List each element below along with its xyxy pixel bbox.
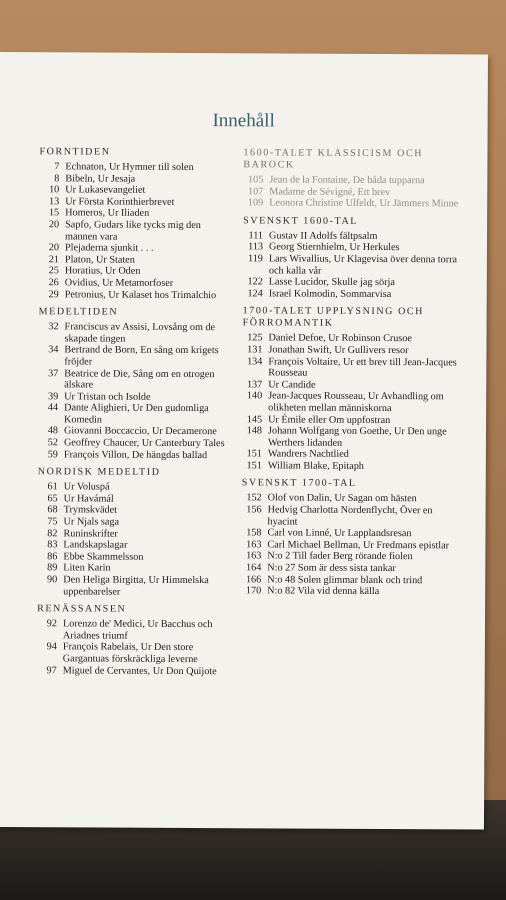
entry-title: Carl Michael Bellman, Ur Fredmans epistlar [267, 539, 450, 552]
page-number: 111 [248, 230, 264, 242]
toc-entry [39, 208, 231, 221]
entry-title: Trymskvädet [63, 504, 118, 517]
toc-section [243, 147, 458, 210]
toc-entry [39, 254, 231, 267]
entry-title: Gustav II Adolfs fältpsalm [269, 230, 378, 242]
page-number: 145 [246, 413, 263, 425]
toc-entry [38, 437, 230, 450]
toc-entry [39, 289, 231, 302]
page-number: 119 [247, 253, 263, 265]
entry-title: Ur Första Korinthierbrevet [65, 196, 175, 208]
left-column [37, 144, 232, 683]
entry-title: Daniel Defoe, Ur Robinson Crusoe [268, 332, 412, 345]
toc-entry [242, 460, 457, 473]
entry-title: William Blake, Epitaph [267, 460, 364, 472]
entry-title: Geoffrey Chaucer, Ur Canterbury Tales [63, 437, 225, 450]
toc-entry [38, 345, 230, 369]
page-number: 15 [48, 207, 60, 219]
toc-section [241, 478, 457, 598]
page-number: 32 [48, 321, 59, 333]
toc-entry [38, 449, 230, 462]
page-number: 21 [48, 254, 59, 266]
entry-title: Carl von Linné, Ur Lapplandsresan [267, 527, 412, 540]
entry-title: Ur Lukasevangeliet [65, 184, 146, 196]
page-number: 26 [48, 277, 59, 289]
entry-title: Bibeln, Ur Jesaja [65, 172, 136, 185]
entry-title: Homeros, Ur Iliaden [65, 207, 150, 220]
toc-entry [38, 516, 230, 529]
page-number: 25 [48, 265, 59, 277]
entry-title: Den Heliga Birgitta, Ur Himmelska uppenbarelser [63, 574, 209, 598]
page-number: 68 [47, 504, 58, 516]
toc-entry [242, 356, 457, 380]
page-number: 8 [54, 172, 60, 184]
page-number: 122 [247, 276, 263, 288]
page-number: 92 [46, 618, 58, 630]
page-number: 65 [47, 493, 58, 505]
page-number: 86 [47, 551, 58, 563]
toc-entry [242, 391, 457, 415]
entry-title: Ur Voluspá [63, 481, 110, 493]
entry-title: François Rabelais, Ur Den store Gargantuas förskräckliga leverne [62, 641, 198, 666]
page-number: 163 [246, 550, 262, 562]
page-number: 44 [47, 402, 59, 414]
page-number: 10 [49, 184, 60, 196]
entry-title: Ur Havámál [63, 493, 114, 505]
page-number: 151 [246, 448, 262, 460]
entry-title: N:o 82 Vila vid denna källa [267, 585, 380, 598]
entry-title: Lorenzo de' Medici, Ur Bacchus och Ariadnes triumf [62, 618, 213, 642]
right-column [241, 145, 458, 604]
toc-section [37, 466, 230, 598]
entry-title: Madame de Sévigné, Ett brev [269, 186, 391, 198]
entry-title: Leonora Christine Ulfeldt, Ur Jämmers Minne [269, 197, 459, 210]
page-number: 89 [47, 562, 58, 574]
toc-entry [39, 242, 231, 255]
toc-entry [38, 402, 230, 426]
page-number: 82 [47, 527, 58, 539]
entry-title: N:o 2 Till fader Berg rörande fiolen [267, 550, 413, 563]
toc-section [242, 306, 458, 473]
toc-entry [243, 288, 458, 301]
toc-entry [38, 505, 230, 518]
toc-entry [39, 173, 231, 186]
entry-title: Liten Karin [63, 562, 111, 574]
page-number: 75 [47, 516, 58, 528]
section-heading: SVENSKT 1600-TAL [243, 215, 359, 227]
entry-title: Lars Wivallius, Ur Klagevisa över denna torra och kalla vår [268, 253, 458, 277]
entry-title: Petronius, Ur Kalaset hos Trimalchio [64, 288, 217, 301]
page-number: 148 [246, 425, 263, 437]
toc-section [37, 603, 229, 677]
entry-title: N:o 48 Solen glimmar blank och trind [267, 574, 423, 586]
page-number: 166 [245, 573, 262, 585]
page-number: 156 [246, 504, 262, 516]
entry-title: Franciscus av Assisi, Lovsång om de skapade tingen [64, 321, 216, 345]
page-number: 90 [47, 574, 58, 586]
page-number: 20 [48, 219, 60, 231]
page-number: 124 [247, 288, 263, 300]
entry-title: Jean de la Fontaine, De båda tupparna [269, 174, 425, 187]
page-number: 52 [47, 437, 58, 449]
entry-title: Ur Tristan och Isolde [64, 391, 151, 403]
entry-title: Jean-Jacques Rousseau, Ur Avhandling om olikheten mellan människorna [268, 390, 444, 414]
toc-section [39, 146, 232, 301]
section-heading: SVENSKT 1700-TAL [241, 477, 357, 490]
entry-title: Wandrers Nachtlied [267, 448, 349, 461]
entry-title: Sapfo, Gudars like tycks mig den mannen vara [65, 219, 201, 243]
page-number: 61 [47, 481, 58, 493]
page-number: 137 [246, 379, 263, 391]
page-number: 158 [246, 527, 262, 539]
page-number: 109 [247, 197, 264, 209]
section-heading: FORNTIDEN [39, 146, 111, 158]
entry-title: Horatius, Ur Oden [64, 265, 141, 278]
entry-title: Giovanni Boccaccio, Ur Decamerone [63, 425, 217, 438]
page-number: 113 [248, 241, 264, 253]
entry-title: Lasse Lucidor, Skulle jag sörja [268, 276, 395, 289]
toc-entry [38, 426, 230, 439]
entry-title: Platon, Ur Staten [64, 254, 135, 266]
page-number: 59 [47, 448, 58, 460]
page-number: 170 [245, 585, 262, 597]
entry-title: Runinskrifter [63, 527, 118, 540]
page-number: 134 [247, 355, 263, 367]
toc-section [38, 306, 231, 461]
entry-title: Hedvig Charlotta Nordenflycht, Över en hyacint [267, 504, 433, 528]
entry-title: Jonathan Swift, Ur Gullivers resor [268, 344, 409, 357]
entry-title: Olof von Dalin, Ur Sagan om hästen [267, 492, 417, 505]
toc-entry [37, 642, 229, 666]
toc-entry [38, 493, 230, 506]
page-number: 125 [247, 332, 263, 344]
entry-title: Ovidius, Ur Metamorfoser [64, 277, 174, 289]
page-number: 34 [48, 344, 59, 356]
page-number: 83 [47, 539, 58, 551]
toc-entry [39, 219, 231, 243]
page-number: 107 [247, 185, 264, 197]
page-number: 29 [48, 288, 59, 300]
page-number: 13 [49, 196, 60, 208]
entry-title: Bertrand de Born, En sång om krigets fröjder [64, 344, 219, 368]
toc-entry [38, 391, 230, 404]
page-title: Innehåll [212, 110, 275, 132]
toc-entry [39, 184, 231, 197]
page-number: 140 [246, 390, 263, 402]
entry-title: Miguel de Cervantes, Ur Don Quijote [62, 664, 217, 677]
page-number: 94 [46, 641, 57, 653]
toc-entry [39, 161, 231, 174]
toc-entry [37, 551, 229, 564]
page-number: 97 [46, 664, 57, 676]
toc-entry [38, 368, 230, 392]
toc-entry [241, 585, 456, 598]
entry-title: N:o 27 Som är dess sista tankar [267, 562, 396, 575]
entry-title: Georg Stiernhielm, Ur Herkules [268, 241, 400, 254]
toc-entry [243, 197, 458, 210]
toc-entry [37, 539, 229, 552]
toc-entry [37, 574, 229, 598]
toc-entry [39, 196, 231, 209]
toc-entry [242, 504, 457, 528]
toc-entry [38, 321, 230, 345]
page-number: 163 [246, 539, 262, 551]
section-heading: 1700-TALET UPPLYSNING OCH FÖRROMANTIK [242, 305, 425, 330]
section-heading: NORDISK MEDELTID [37, 466, 161, 479]
page-number: 20 [48, 242, 60, 254]
toc-section [243, 215, 458, 301]
page-number: 37 [48, 367, 59, 379]
entry-title: Ur Candide [268, 379, 316, 391]
toc-entry [38, 481, 230, 494]
toc-entry [39, 266, 231, 279]
toc-entry [39, 277, 231, 290]
page-number: 7 [54, 161, 60, 173]
entry-title: Ur Émile eller Om uppfostran [268, 413, 391, 426]
book-page [0, 52, 488, 830]
section-heading: MEDELTIDEN [38, 306, 119, 318]
toc-entry [37, 528, 229, 541]
page-number: 152 [246, 492, 262, 504]
toc-entry [243, 253, 458, 277]
toc-entry [37, 665, 229, 678]
page-number: 105 [248, 174, 264, 186]
entry-title: Dante Alighieri, Ur Den gudomliga Komedin [64, 402, 209, 426]
toc-entry [242, 425, 457, 449]
entry-title: Plejaderna sjunkit . . . [64, 242, 154, 254]
page-number: 39 [47, 390, 59, 402]
entry-title: François Villon, De hängdas ballad [63, 448, 208, 461]
entry-title: Beatrice de Die, Sång om en otrogen älskare [64, 367, 215, 391]
entry-title: Israel Kolmodin, Sommarvisa [268, 288, 392, 300]
page-number: 48 [47, 425, 59, 437]
entry-title: Johann Wolfgang von Goethe, Ur Den unge Werthers lidanden [267, 425, 447, 449]
entry-title: Echnaton, Ur Hymner till solen [65, 161, 194, 174]
toc-entry [37, 618, 229, 642]
page-number: 131 [247, 344, 263, 356]
section-heading: RENÄSSANSEN [37, 603, 127, 615]
page-number: 151 [246, 460, 262, 472]
entry-title: François Voltaire, Ur ett brev till Jean-Jacques Rousseau [268, 355, 457, 379]
entry-title: Ebbe Skammelsson [63, 551, 144, 563]
entry-title: Landskapslagar [63, 539, 128, 551]
section-heading: 1600-TALET KLASSICISM OCH BAROCK [243, 147, 424, 171]
entry-title: Ur Njals saga [63, 516, 120, 528]
toc-entry [37, 563, 229, 576]
page-number: 164 [245, 562, 262, 574]
